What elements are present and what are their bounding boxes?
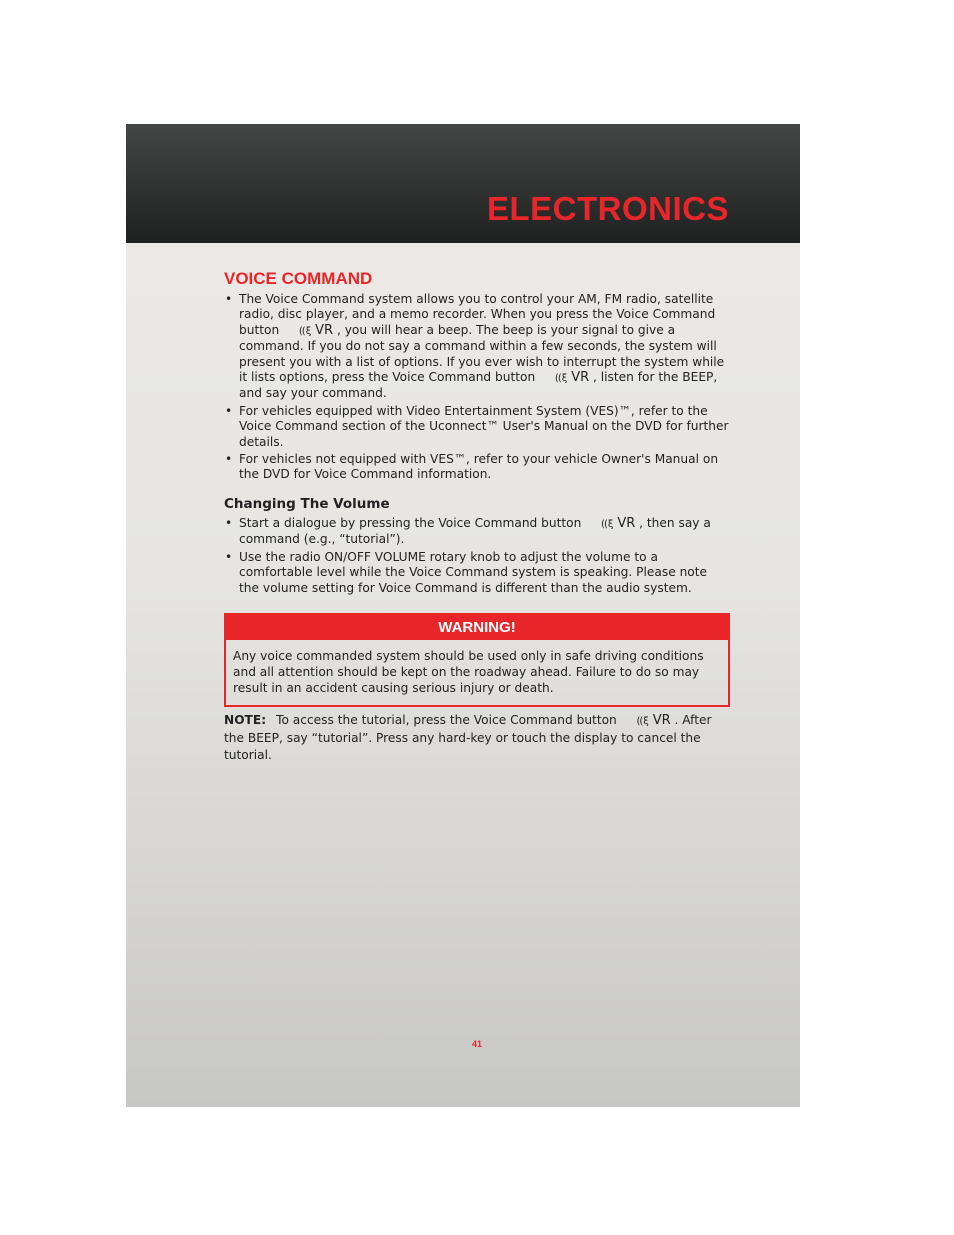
- page-content: [224, 269, 730, 764]
- list-item: • Use the radio ON/OFF VOLUME rotary knob to adjust the volume to a comfortable level while the Voice Command system is speaking. Please note the volume setting for Voice Command is different than the audio system.: [224, 550, 730, 596]
- voice-command-list: [224, 292, 730, 483]
- section-title: ELECTRONICS: [486, 190, 729, 227]
- voice-recognition-icon: ((ξ VR: [298, 322, 334, 338]
- note: NOTE: To access the tutorial, press the Voice Command button ((ξ VR . After the BEEP, say “tutorial”. Press any hard-key or touch the display to cancel the tutorial.: [224, 712, 712, 762]
- voice-recognition-icon: ((ξ VR: [636, 712, 671, 728]
- voice-recognition-icon: ((ξ VR: [601, 515, 636, 531]
- list-item: • For vehicles equipped with Video Entertainment System (VES)™, refer to the Voice Command section of the Uconnect™ User's Manual on the DVD for further details.: [224, 404, 730, 450]
- warning-body: Any voice commanded system should be used only in safe driving conditions and all attention should be kept on the roadway ahead. Failure to do so may result in an accident causing serious injury or death.: [233, 648, 704, 696]
- changing-volume-heading: Changing The Volume: [224, 495, 390, 512]
- list-item: • Start a dialogue by pressing the Voice Command button ((ξ VR , then say a command (e.g., “tutorial”).: [224, 516, 730, 548]
- manual-page: [126, 124, 800, 1107]
- note-label: NOTE:: [224, 712, 267, 727]
- list-item: • The Voice Command system allows you to control your AM, FM radio, satellite radio, disc player, and a memo recorder. When you press the Voice Command button ((ξ VR , you will hear a beep. The beep is your signal to give a command. If you do not say a command within a few seconds, the system will present you with a list of options. If you ever wish to interrupt the system while it lists options, press the Voice Command button ((ξ VR , listen for the BEEP, and say your command.: [224, 292, 730, 402]
- voice-command-heading: VOICE COMMAND: [224, 269, 373, 288]
- section-header-bar: [126, 124, 800, 243]
- warning-title: WARNING!: [226, 615, 728, 640]
- page-number: 41: [471, 1039, 482, 1049]
- voice-recognition-icon: ((ξ VR: [554, 370, 590, 386]
- changing-volume-list: [224, 516, 730, 596]
- warning-box: [224, 613, 730, 707]
- list-item: • For vehicles not equipped with VES™, refer to your vehicle Owner's Manual on the DVD for Voice Command information.: [224, 452, 730, 483]
